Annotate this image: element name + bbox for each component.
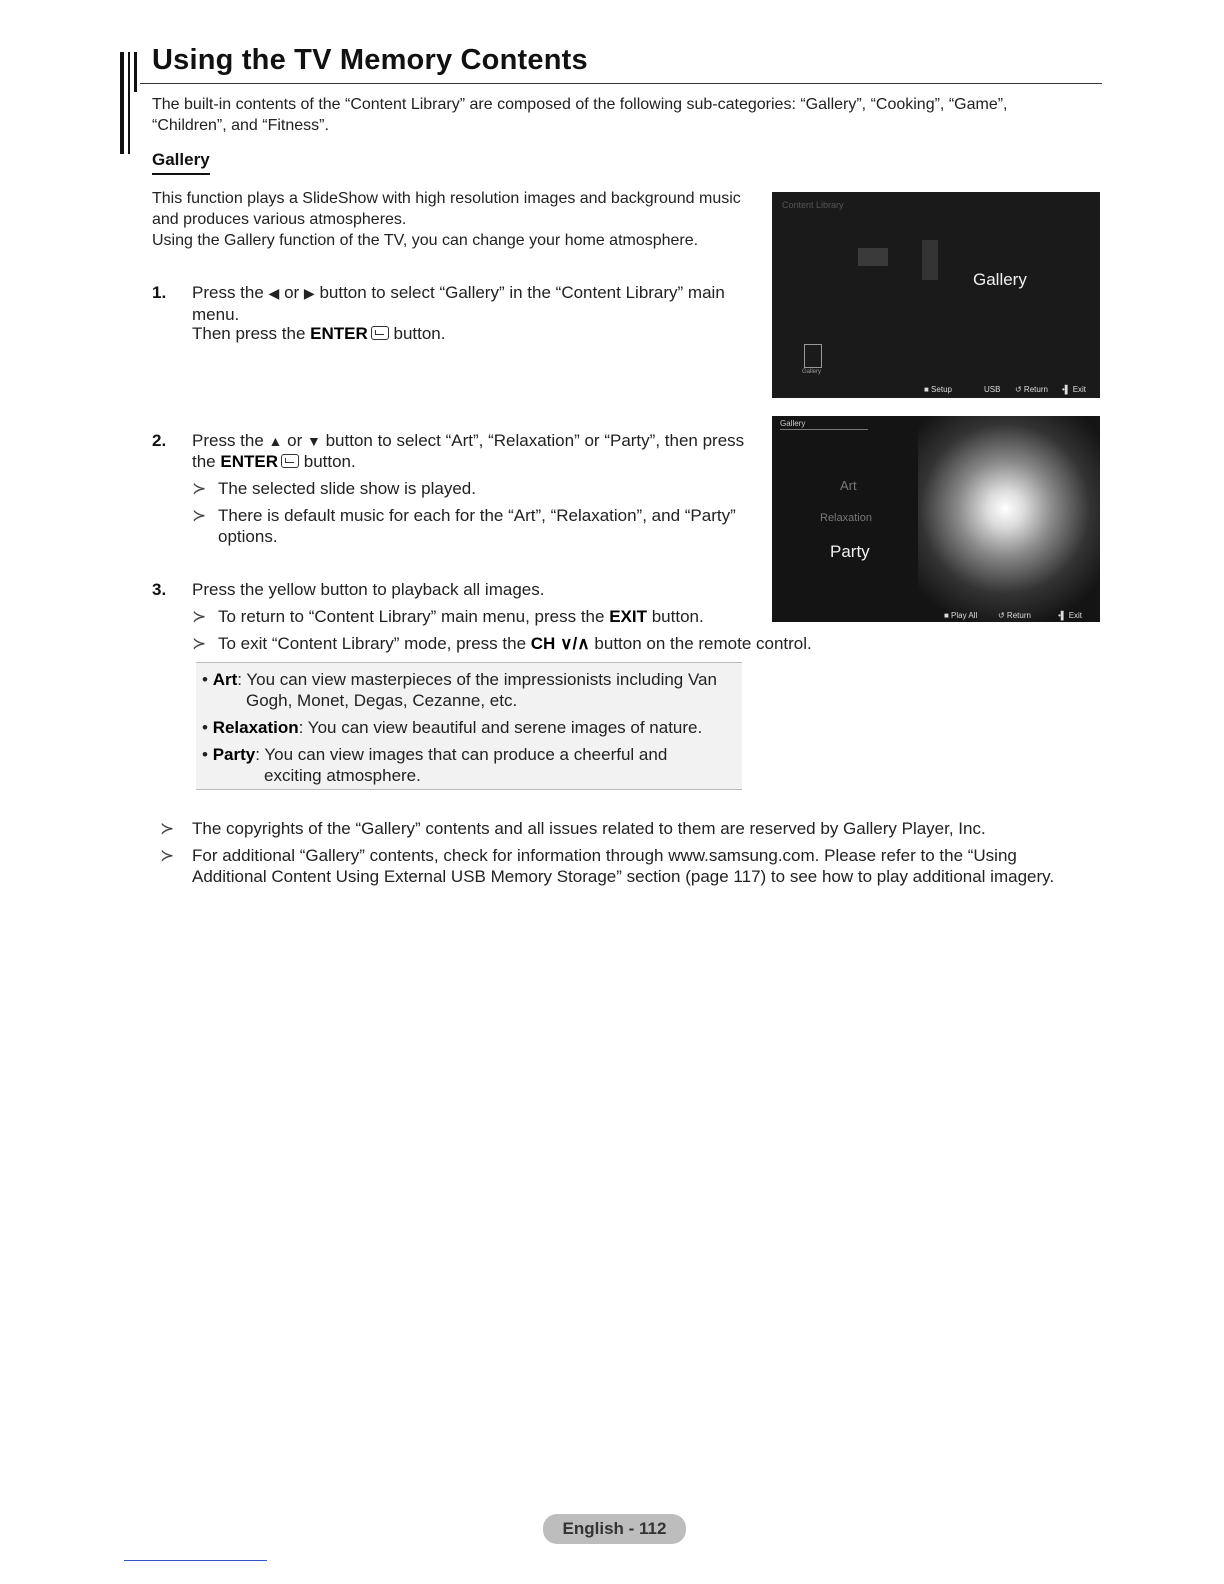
footnote: ≻ For additional “Gallery” contents, check for information through www.samsung.com. Please refer to the “Using Additional Content Using External USB Memory Storage” section (page 117) to see how to play additional imagery.: [160, 846, 1055, 886]
right-arrow-icon: ▶: [303, 285, 315, 301]
info-relaxation: • Relaxation: You can view beautiful and serene images of nature.: [202, 718, 703, 737]
bottom-rule: [124, 1560, 267, 1561]
step-number: 1.: [152, 283, 167, 302]
header-line: [780, 429, 868, 430]
down-arrow-icon: ▼: [307, 433, 321, 449]
up-arrow-icon: ▲: [268, 433, 283, 449]
intro-text: The built-in contents of the “Content Library” are composed of the following sub-categories: “Gallery”, “Cooking”, “Game”, “Children”, and “Fitness”.: [152, 96, 1008, 134]
screen-header: Gallery: [780, 419, 806, 428]
step-number: 2.: [152, 431, 167, 450]
screenshot-gallery-menu: [772, 416, 1100, 622]
description-line: and produces various atmospheres.: [152, 211, 407, 228]
note-arrow-icon: ≻: [192, 479, 207, 498]
thumb-blur: [922, 240, 938, 280]
play-all-hint: ■ Play All: [944, 611, 978, 620]
step-number: 3.: [152, 580, 167, 599]
return-hint: ↺ Return: [998, 611, 1031, 620]
channel-arrows-icon: ∨/∧: [560, 634, 590, 653]
page-title: Using the TV Memory Contents: [152, 44, 588, 76]
note-arrow-icon: ≻: [192, 607, 207, 626]
exit-hint: •▌ Exit: [1062, 385, 1087, 394]
enter-icon: [281, 454, 299, 468]
step-1-enter: Then press the ENTER button.: [192, 324, 446, 343]
info-box: [196, 662, 742, 790]
margin-bar-outer: [134, 52, 137, 92]
section-title: Gallery: [152, 150, 210, 169]
icon-label: Gallery: [802, 369, 822, 375]
note-arrow-icon: ≻: [160, 846, 175, 865]
enter-icon: [371, 326, 389, 340]
return-hint: ↺ Return: [1015, 385, 1048, 394]
page-number-badge: English - 112: [543, 1514, 686, 1544]
setup-hint: ■ Setup: [924, 385, 952, 394]
gallery-icon: [804, 344, 822, 368]
description-line: Using the Gallery function of the TV, you can change your home atmosphere.: [152, 232, 699, 249]
left-arrow-icon: ◀: [268, 285, 280, 301]
title-underline: [140, 83, 1102, 84]
info-party: • Party: You can view images that can produce a cheerful and: [202, 745, 668, 764]
step-2-enter: the ENTER button.: [192, 452, 356, 471]
margin-bar-thin: [128, 52, 130, 154]
step-2-text: Press the ▲ or ▼ button to select “Art”, “Relaxation” or “Party”, then press: [192, 431, 745, 450]
note: ≻ To return to “Content Library” main menu, press the EXIT button.: [192, 607, 704, 626]
margin-bar-thick: [120, 52, 124, 154]
note: ≻ The selected slide show is played.: [192, 479, 476, 498]
thumb-blur: [858, 248, 888, 266]
screen-header: Content Library: [782, 200, 844, 210]
screenshot-content-library: [772, 192, 1100, 398]
step-3-text: Press the yellow button to playback all images.: [192, 580, 545, 599]
note: ≻ There is default music for each for the “Art”, “Relaxation”, and “Party”: [192, 506, 736, 525]
note-arrow-icon: ≻: [192, 506, 207, 525]
note-continuation: options.: [218, 527, 278, 546]
exit-hint: •▌ Exit: [1058, 611, 1083, 620]
selected-category: Gallery: [973, 270, 1027, 289]
usb-hint: USB: [984, 385, 1001, 394]
section-underline: [152, 173, 210, 175]
menu-item-party-selected[interactable]: Party: [830, 542, 870, 561]
note: ≻ To exit “Content Library” mode, press the CH ∨/∧ button on the remote control.: [192, 634, 812, 653]
menu-item-relaxation[interactable]: Relaxation: [820, 512, 872, 524]
info-art: • Art: You can view masterpieces of the impressionists including Van: [202, 670, 717, 689]
info-party-cont: exciting atmosphere.: [264, 766, 421, 785]
note-arrow-icon: ≻: [160, 819, 175, 838]
section-description: [152, 188, 772, 251]
note-arrow-icon: ≻: [192, 634, 207, 653]
description-line: This function plays a SlideShow with high resolution images and background music: [152, 190, 741, 207]
step-1-text: Press the ◀ or ▶ button to select “Gallery” in the “Content Library” main menu.: [192, 283, 725, 324]
fireworks-image: [918, 416, 1100, 622]
menu-item-art[interactable]: Art: [840, 478, 857, 493]
info-art-cont: Gogh, Monet, Degas, Cezanne, etc.: [246, 691, 518, 710]
footnote: ≻ The copyrights of the “Gallery” contents and all issues related to them are reserved by Gallery Player, Inc.: [160, 819, 986, 838]
